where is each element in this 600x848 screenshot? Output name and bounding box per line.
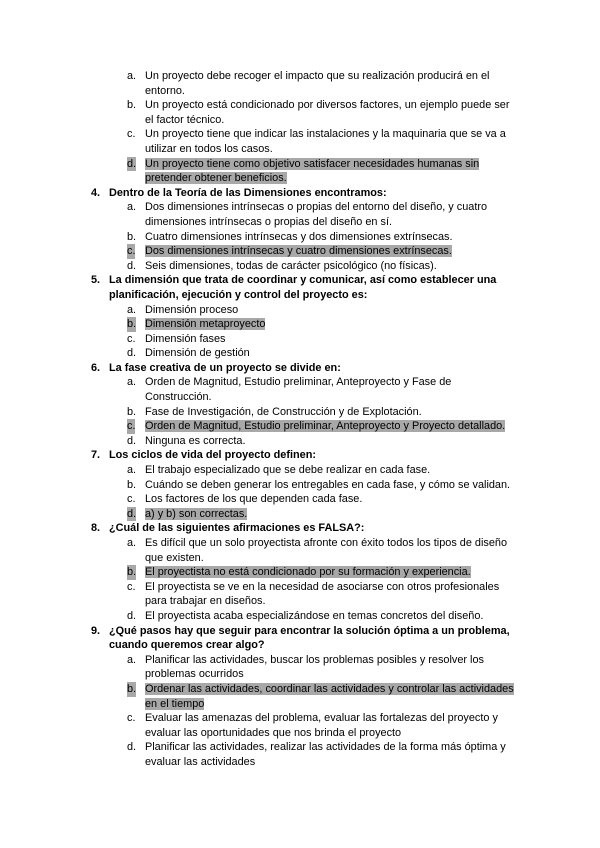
question-7 (0, 448, 600, 521)
option-letter: c. (127, 493, 136, 506)
question-number: 8. (91, 522, 101, 535)
option-text: Fase de Investigación, de Construcción y de Explotación. (145, 405, 422, 418)
option-c-correct (0, 419, 600, 434)
option-a (0, 463, 600, 478)
option-c (0, 580, 600, 609)
option-letter: a. (127, 70, 137, 82)
question-6 (0, 361, 600, 449)
option-a (0, 69, 600, 98)
question-text: Los ciclos de vida del proyecto definen: (109, 449, 316, 462)
question-number: 7. (91, 449, 101, 462)
question-number: 4. (91, 186, 101, 199)
question-text: ¿Qué pasos hay que seguir para encontrar la solución óptima a un problema, cuando queremos crear algo? (109, 624, 510, 652)
question-text: Dentro de la Teoría de las Dimensiones encontramos: (109, 186, 387, 199)
option-text: Un proyecto tiene que indicar las instalaciones y la maquinaria que se va a utilizar en todos los casos. (145, 128, 506, 155)
option-text: Cuándo se deben generar los entregables en cada fase, y cómo se validan. (145, 478, 511, 491)
option-text-highlighted: Ordenar las actividades, coordinar las actividades y controlar las actividades en el tiempo (145, 682, 514, 710)
option-letter: b. (127, 566, 137, 579)
option-text-highlighted: Un proyecto tiene como objetivo satisfacer necesidades humanas sin pretender obtener beneficios. (145, 157, 480, 185)
option-letter: b. (127, 230, 137, 243)
question-8 (0, 521, 600, 623)
question-text: La fase creativa de un proyecto se divide en: (109, 361, 341, 374)
question-5 (0, 273, 600, 361)
question-number: 9. (91, 624, 101, 637)
option-text: Orden de Magnitud, Estudio preliminar, Anteproyecto y Fase de Construcción. (145, 376, 452, 404)
option-text-highlighted: Dos dimensiones intrínsecas y cuatro dimensiones extrínsecas. (145, 245, 452, 258)
option-text: El proyectista se ve en la necesidad de asociarse con otros profesionales para trabajar en diseños. (145, 580, 500, 608)
option-d (0, 609, 600, 624)
option-letter: a. (127, 653, 137, 666)
option-c (0, 492, 600, 507)
option-text: Dimensión proceso (145, 303, 239, 316)
option-b-correct (0, 565, 600, 580)
option-c (0, 332, 600, 347)
option-text: Cuatro dimensiones intrínsecas y dos dimensiones extrínsecas. (145, 230, 453, 243)
option-letter: a. (127, 464, 137, 477)
option-letter: d. (127, 259, 137, 272)
option-d-correct (0, 507, 600, 522)
option-letter: d. (127, 157, 137, 170)
option-text: Dos dimensiones intrínsecas o propias del entorno del diseño, y cuatro dimensiones intrínsecas o propias del diseño en sí. (145, 201, 488, 228)
option-letter: c. (127, 712, 136, 725)
option-letter: b. (127, 405, 137, 418)
option-letter: a. (127, 376, 137, 389)
option-letter: b. (127, 682, 137, 695)
option-b (0, 230, 600, 245)
option-letter: d. (127, 741, 137, 754)
question-text: La dimensión que trata de coordinar y comunicar, así como establecer una planificación, ejecución y control del proyecto es: (109, 274, 497, 301)
option-text: Dimensión de gestión (145, 347, 250, 360)
document-content (0, 69, 600, 770)
option-c-correct (0, 244, 600, 259)
option-a (0, 303, 600, 318)
option-letter: b. (127, 318, 137, 331)
option-c (0, 711, 600, 740)
option-c (0, 127, 600, 156)
option-d (0, 259, 600, 274)
option-letter: c. (127, 580, 136, 593)
option-letter: b. (127, 478, 137, 491)
option-text-highlighted: El proyectista no está condicionado por su formación y experiencia. (145, 566, 471, 579)
option-b-correct (0, 317, 600, 332)
option-letter: a. (127, 303, 137, 316)
option-text: Los factores de los que dependen cada fase. (145, 493, 363, 506)
question-9 (0, 624, 600, 770)
question-text: ¿Cuál de las siguientes afirmaciones es FALSA?: (109, 522, 365, 535)
option-d (0, 346, 600, 361)
option-text-highlighted: Orden de Magnitud, Estudio preliminar, Anteproyecto y Proyecto detallado. (145, 420, 506, 433)
option-d (0, 740, 600, 769)
option-text-highlighted: Dimensión metaproyecto (145, 318, 266, 331)
option-d (0, 434, 600, 449)
option-a (0, 200, 600, 229)
option-text: El trabajo especializado que se debe realizar en cada fase. (145, 464, 431, 477)
option-letter: a. (127, 201, 137, 214)
option-letter: c. (127, 332, 136, 345)
option-text: Dimensión fases (145, 332, 226, 345)
option-text-highlighted: a) y b) son correctas. (145, 507, 248, 520)
option-a (0, 653, 600, 682)
option-b (0, 405, 600, 420)
option-letter: a. (127, 537, 137, 549)
option-text: El proyectista acaba especializándose en temas concretos del diseño. (145, 609, 484, 622)
question-number: 5. (91, 274, 101, 287)
option-letter: c. (127, 128, 136, 141)
option-text: Seis dimensiones, todas de carácter psicológico (no físicas). (145, 259, 437, 272)
option-letter: d. (127, 609, 137, 622)
option-b (0, 478, 600, 493)
option-letter: d. (127, 347, 137, 360)
leading-options-list (0, 69, 600, 186)
question-4 (0, 186, 600, 274)
option-b-correct (0, 682, 600, 711)
option-letter: d. (127, 434, 137, 447)
option-letter: b. (127, 99, 137, 112)
option-a (0, 536, 600, 565)
option-letter: c. (127, 420, 136, 433)
option-text: Planificar las actividades, buscar los problemas posibles y resolver los problemas ocurridos (145, 653, 484, 681)
question-number: 6. (91, 361, 101, 374)
option-b (0, 98, 600, 127)
option-text: Evaluar las amenazas del problema, evaluar las fortalezas del proyecto y evaluar las oportunidades que nos brinda el proyecto (145, 712, 498, 739)
option-text: Ninguna es correcta. (145, 434, 246, 447)
option-letter: d. (127, 507, 137, 520)
option-letter: c. (127, 245, 136, 258)
option-text: Es difícil que un solo proyectista afronte con éxito todos los tipos de diseño que existen. (145, 537, 508, 564)
option-text: Un proyecto debe recoger el impacto que su realización producirá en el entorno. (145, 70, 490, 97)
option-text: Un proyecto está condicionado por diversos factores, un ejemplo puede ser el factor técnico. (145, 99, 510, 126)
option-d-correct (0, 157, 600, 186)
option-text: Planificar las actividades, realizar las actividades de la forma más óptima y evaluar las actividades (145, 741, 506, 768)
option-a (0, 375, 600, 404)
